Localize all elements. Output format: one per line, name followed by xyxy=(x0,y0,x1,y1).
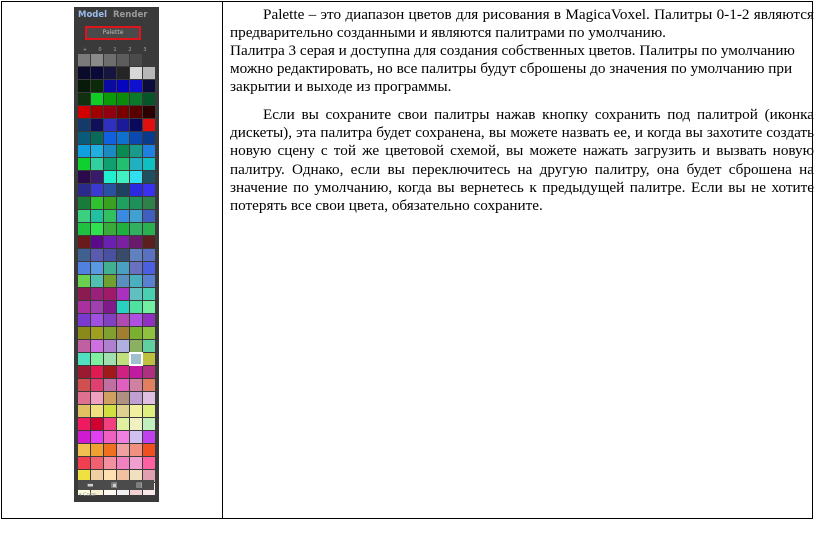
color-swatch[interactable] xyxy=(104,431,116,443)
color-swatch[interactable] xyxy=(78,366,90,378)
color-swatch[interactable] xyxy=(117,119,129,131)
color-swatch[interactable] xyxy=(117,249,129,261)
color-swatch[interactable] xyxy=(91,392,103,404)
color-swatch[interactable] xyxy=(104,210,116,222)
color-swatch[interactable] xyxy=(104,301,116,313)
color-swatch[interactable] xyxy=(104,106,116,118)
color-swatch[interactable] xyxy=(117,418,129,430)
color-swatch[interactable] xyxy=(117,145,129,157)
color-swatch[interactable] xyxy=(130,418,142,430)
color-swatch[interactable] xyxy=(130,54,142,66)
color-swatch[interactable] xyxy=(117,171,129,183)
color-swatch[interactable] xyxy=(78,405,90,417)
color-swatch[interactable] xyxy=(130,67,142,79)
color-swatch[interactable] xyxy=(117,132,129,144)
color-swatch[interactable] xyxy=(130,314,142,326)
color-section-toggle[interactable]: ▾ Color xyxy=(79,492,97,498)
color-swatch[interactable] xyxy=(104,379,116,391)
color-swatch[interactable] xyxy=(91,275,103,287)
color-swatch[interactable] xyxy=(91,405,103,417)
color-swatch[interactable] xyxy=(91,444,103,456)
color-swatch[interactable] xyxy=(91,379,103,391)
color-swatch[interactable] xyxy=(117,405,129,417)
color-swatch[interactable] xyxy=(78,223,90,235)
image-cell xyxy=(2,2,222,518)
color-swatch[interactable] xyxy=(104,249,116,261)
color-swatch[interactable] xyxy=(143,223,155,235)
color-swatch[interactable] xyxy=(143,184,155,196)
color-swatch[interactable] xyxy=(104,197,116,209)
color-swatch[interactable] xyxy=(130,392,142,404)
color-swatch[interactable] xyxy=(104,353,116,365)
color-swatch[interactable] xyxy=(91,171,103,183)
paragraph-palette-3: Палитра 3 серая и доступна для создания собственных цветов. Палитры по умолчанию можно редактировать, но все палитры будут сброшены до значения по умолчанию при закрытии и выходе из программы. xyxy=(230,42,795,96)
color-swatch[interactable] xyxy=(130,236,142,248)
color-swatch[interactable] xyxy=(143,418,155,430)
panel-tabs xyxy=(74,7,159,24)
color-swatch[interactable] xyxy=(143,340,155,352)
color-swatch[interactable] xyxy=(104,158,116,170)
color-swatch[interactable] xyxy=(78,314,90,326)
color-swatch[interactable] xyxy=(91,366,103,378)
color-swatch[interactable] xyxy=(143,301,155,313)
color-swatch[interactable] xyxy=(91,236,103,248)
folder-icon[interactable]: ▬ xyxy=(87,481,94,489)
document-table xyxy=(1,1,813,519)
color-swatch[interactable] xyxy=(91,327,103,339)
color-swatch[interactable] xyxy=(117,106,129,118)
color-swatch[interactable] xyxy=(130,158,142,170)
color-swatch[interactable] xyxy=(117,184,129,196)
color-swatch[interactable] xyxy=(143,158,155,170)
color-swatch[interactable] xyxy=(143,314,155,326)
color-swatch[interactable] xyxy=(78,80,90,92)
color-swatch[interactable] xyxy=(143,431,155,443)
palette-button[interactable]: Palette xyxy=(85,26,141,40)
color-swatch[interactable] xyxy=(78,210,90,222)
color-swatch[interactable] xyxy=(91,106,103,118)
color-swatch[interactable] xyxy=(91,132,103,144)
color-swatch[interactable] xyxy=(143,379,155,391)
color-swatch[interactable] xyxy=(130,301,142,313)
color-swatch[interactable] xyxy=(78,379,90,391)
color-swatch[interactable] xyxy=(91,262,103,274)
save-icon[interactable]: ▣ xyxy=(111,481,118,489)
color-swatch[interactable] xyxy=(78,132,90,144)
color-swatch[interactable] xyxy=(130,288,142,300)
color-swatch[interactable] xyxy=(130,119,142,131)
color-swatch[interactable] xyxy=(143,366,155,378)
color-swatch[interactable] xyxy=(104,418,116,430)
color-swatch[interactable] xyxy=(91,249,103,261)
color-swatch[interactable] xyxy=(78,392,90,404)
palette-index-3[interactable]: 3 xyxy=(143,47,147,53)
color-swatch[interactable] xyxy=(130,405,142,417)
color-swatch[interactable] xyxy=(104,262,116,274)
color-swatch[interactable] xyxy=(91,223,103,235)
color-swatch[interactable] xyxy=(104,80,116,92)
color-swatch[interactable] xyxy=(143,249,155,261)
color-swatch[interactable] xyxy=(78,197,90,209)
color-swatch[interactable] xyxy=(91,301,103,313)
paragraph-palette-intro: Palette – это диапазон цветов для рисования в MagicaVoxel. Палитры 0-1-2 являются предварительно созданными и являются палитрами по умолчанию. xyxy=(230,6,814,42)
color-swatch[interactable] xyxy=(143,67,155,79)
color-swatch[interactable] xyxy=(117,392,129,404)
color-swatch[interactable] xyxy=(130,431,142,443)
color-swatch[interactable] xyxy=(104,327,116,339)
color-swatch[interactable] xyxy=(91,184,103,196)
color-swatch[interactable] xyxy=(117,431,129,443)
color-swatch[interactable] xyxy=(117,67,129,79)
color-swatch[interactable] xyxy=(91,314,103,326)
color-swatch[interactable] xyxy=(117,158,129,170)
color-swatch[interactable] xyxy=(104,314,116,326)
color-swatch[interactable] xyxy=(143,80,155,92)
color-swatch[interactable] xyxy=(104,288,116,300)
color-swatch[interactable] xyxy=(117,301,129,313)
color-swatch[interactable] xyxy=(143,54,155,66)
color-swatch[interactable] xyxy=(91,119,103,131)
color-swatch[interactable] xyxy=(143,106,155,118)
text-cell xyxy=(223,2,812,518)
color-swatch[interactable] xyxy=(130,327,142,339)
color-swatch[interactable] xyxy=(91,288,103,300)
color-swatch[interactable] xyxy=(104,145,116,157)
palette-index-1[interactable]: 1 xyxy=(113,47,117,53)
color-swatch[interactable] xyxy=(143,288,155,300)
color-swatch[interactable] xyxy=(104,54,116,66)
color-swatch[interactable] xyxy=(130,184,142,196)
color-swatch[interactable] xyxy=(91,80,103,92)
magicavoxel-palette-panel xyxy=(74,7,159,502)
color-swatch[interactable] xyxy=(130,132,142,144)
color-swatch[interactable] xyxy=(117,457,129,469)
color-swatch[interactable] xyxy=(143,444,155,456)
color-swatch[interactable] xyxy=(130,145,142,157)
color-swatch[interactable] xyxy=(104,171,116,183)
color-swatch[interactable] xyxy=(130,80,142,92)
color-swatch[interactable] xyxy=(91,418,103,430)
color-swatch[interactable] xyxy=(143,457,155,469)
palette-index-add[interactable]: + xyxy=(82,47,88,53)
file-icon[interactable]: ▤ xyxy=(136,481,143,489)
color-swatch[interactable] xyxy=(143,145,155,157)
color-swatch[interactable] xyxy=(78,158,90,170)
color-swatch[interactable] xyxy=(104,444,116,456)
color-swatch[interactable] xyxy=(78,67,90,79)
color-swatch[interactable] xyxy=(91,158,103,170)
color-swatch[interactable] xyxy=(91,145,103,157)
color-swatch[interactable] xyxy=(117,340,129,352)
color-swatch[interactable] xyxy=(117,197,129,209)
color-swatch[interactable] xyxy=(78,418,90,430)
color-swatch[interactable] xyxy=(117,93,129,105)
color-swatch[interactable] xyxy=(117,275,129,287)
color-swatch[interactable] xyxy=(117,314,129,326)
color-swatch[interactable] xyxy=(91,431,103,443)
color-swatch[interactable] xyxy=(130,197,142,209)
color-swatch[interactable] xyxy=(130,353,142,365)
color-swatch[interactable] xyxy=(130,249,142,261)
color-swatch[interactable] xyxy=(117,444,129,456)
color-swatch[interactable] xyxy=(91,93,103,105)
color-swatch[interactable] xyxy=(143,275,155,287)
color-swatch[interactable] xyxy=(143,210,155,222)
color-swatch[interactable] xyxy=(78,275,90,287)
color-swatch[interactable] xyxy=(104,236,116,248)
color-swatch[interactable] xyxy=(143,262,155,274)
color-swatch[interactable] xyxy=(117,236,129,248)
color-swatch[interactable] xyxy=(104,119,116,131)
color-swatch[interactable] xyxy=(91,340,103,352)
color-swatch[interactable] xyxy=(104,132,116,144)
color-swatch[interactable] xyxy=(117,379,129,391)
color-swatch[interactable] xyxy=(117,366,129,378)
color-swatch[interactable] xyxy=(143,236,155,248)
color-swatch[interactable] xyxy=(104,366,116,378)
color-swatch-grid xyxy=(78,54,156,477)
color-swatch[interactable] xyxy=(143,171,155,183)
color-swatch[interactable] xyxy=(130,444,142,456)
color-swatch[interactable] xyxy=(143,93,155,105)
color-swatch[interactable] xyxy=(143,327,155,339)
paragraph-save-palette: Если вы сохраните свои палитры нажав кнопку сохранить под палитрой (иконка дискеты), эта палитра будет сохранена, вы можете назвать ее, и когда вы захотите создать новую сцену с той же цветовой схемой, вы можете нажать загрузить и вызвать новую палитру. Однако, если вы переключитесь на другую палитру, она будет сброшена на значение по умолчанию, когда вы вернетесь к предыдущей палитре. Если вы не хотите потерять все свои цвета, обязательно сохраните. xyxy=(230,106,814,215)
color-swatch[interactable] xyxy=(78,106,90,118)
color-swatch[interactable] xyxy=(78,262,90,274)
color-swatch[interactable] xyxy=(117,54,129,66)
color-swatch[interactable] xyxy=(78,431,90,443)
color-swatch[interactable] xyxy=(78,327,90,339)
color-swatch[interactable] xyxy=(104,67,116,79)
color-swatch[interactable] xyxy=(91,197,103,209)
color-swatch[interactable] xyxy=(117,288,129,300)
palette-index-2[interactable]: 2 xyxy=(128,47,132,53)
color-swatch[interactable] xyxy=(78,288,90,300)
color-swatch[interactable] xyxy=(78,93,90,105)
color-swatch[interactable] xyxy=(130,340,142,352)
palette-toolbar xyxy=(78,480,154,490)
color-swatch[interactable] xyxy=(117,80,129,92)
color-swatch[interactable] xyxy=(78,236,90,248)
color-swatch[interactable] xyxy=(78,353,90,365)
color-swatch[interactable] xyxy=(117,327,129,339)
color-swatch[interactable] xyxy=(130,223,142,235)
color-swatch[interactable] xyxy=(117,353,129,365)
color-swatch[interactable] xyxy=(130,106,142,118)
color-swatch[interactable] xyxy=(78,457,90,469)
color-swatch[interactable] xyxy=(78,301,90,313)
color-swatch[interactable] xyxy=(117,210,129,222)
color-swatch[interactable] xyxy=(91,353,103,365)
color-swatch[interactable] xyxy=(143,392,155,404)
color-swatch[interactable] xyxy=(78,171,90,183)
tab-render[interactable]: Render xyxy=(113,10,148,20)
color-swatch[interactable] xyxy=(104,184,116,196)
color-swatch[interactable] xyxy=(78,145,90,157)
color-swatch[interactable] xyxy=(104,340,116,352)
color-swatch[interactable] xyxy=(78,444,90,456)
color-swatch[interactable] xyxy=(130,171,142,183)
color-swatch[interactable] xyxy=(143,197,155,209)
color-swatch[interactable] xyxy=(117,223,129,235)
color-swatch[interactable] xyxy=(130,93,142,105)
color-swatch[interactable] xyxy=(78,184,90,196)
palette-index-0[interactable]: 0 xyxy=(98,47,102,53)
color-swatch[interactable] xyxy=(91,54,103,66)
color-swatch[interactable] xyxy=(104,457,116,469)
color-swatch[interactable] xyxy=(78,54,90,66)
color-swatch[interactable] xyxy=(78,119,90,131)
color-swatch[interactable] xyxy=(130,210,142,222)
color-swatch[interactable] xyxy=(91,457,103,469)
color-swatch[interactable] xyxy=(78,340,90,352)
color-swatch[interactable] xyxy=(104,405,116,417)
color-swatch[interactable] xyxy=(130,457,142,469)
color-swatch[interactable] xyxy=(143,353,155,365)
color-swatch[interactable] xyxy=(104,93,116,105)
color-swatch[interactable] xyxy=(143,405,155,417)
color-swatch[interactable] xyxy=(117,262,129,274)
color-swatch[interactable] xyxy=(143,119,155,131)
color-swatch[interactable] xyxy=(130,366,142,378)
color-swatch[interactable] xyxy=(78,249,90,261)
color-swatch[interactable] xyxy=(104,275,116,287)
color-swatch[interactable] xyxy=(130,379,142,391)
color-swatch[interactable] xyxy=(130,275,142,287)
color-swatch[interactable] xyxy=(104,223,116,235)
color-swatch[interactable] xyxy=(91,210,103,222)
color-swatch[interactable] xyxy=(91,67,103,79)
tab-model[interactable]: Model xyxy=(78,10,108,20)
color-swatch[interactable] xyxy=(104,392,116,404)
color-swatch[interactable] xyxy=(130,262,142,274)
color-swatch[interactable] xyxy=(143,132,155,144)
